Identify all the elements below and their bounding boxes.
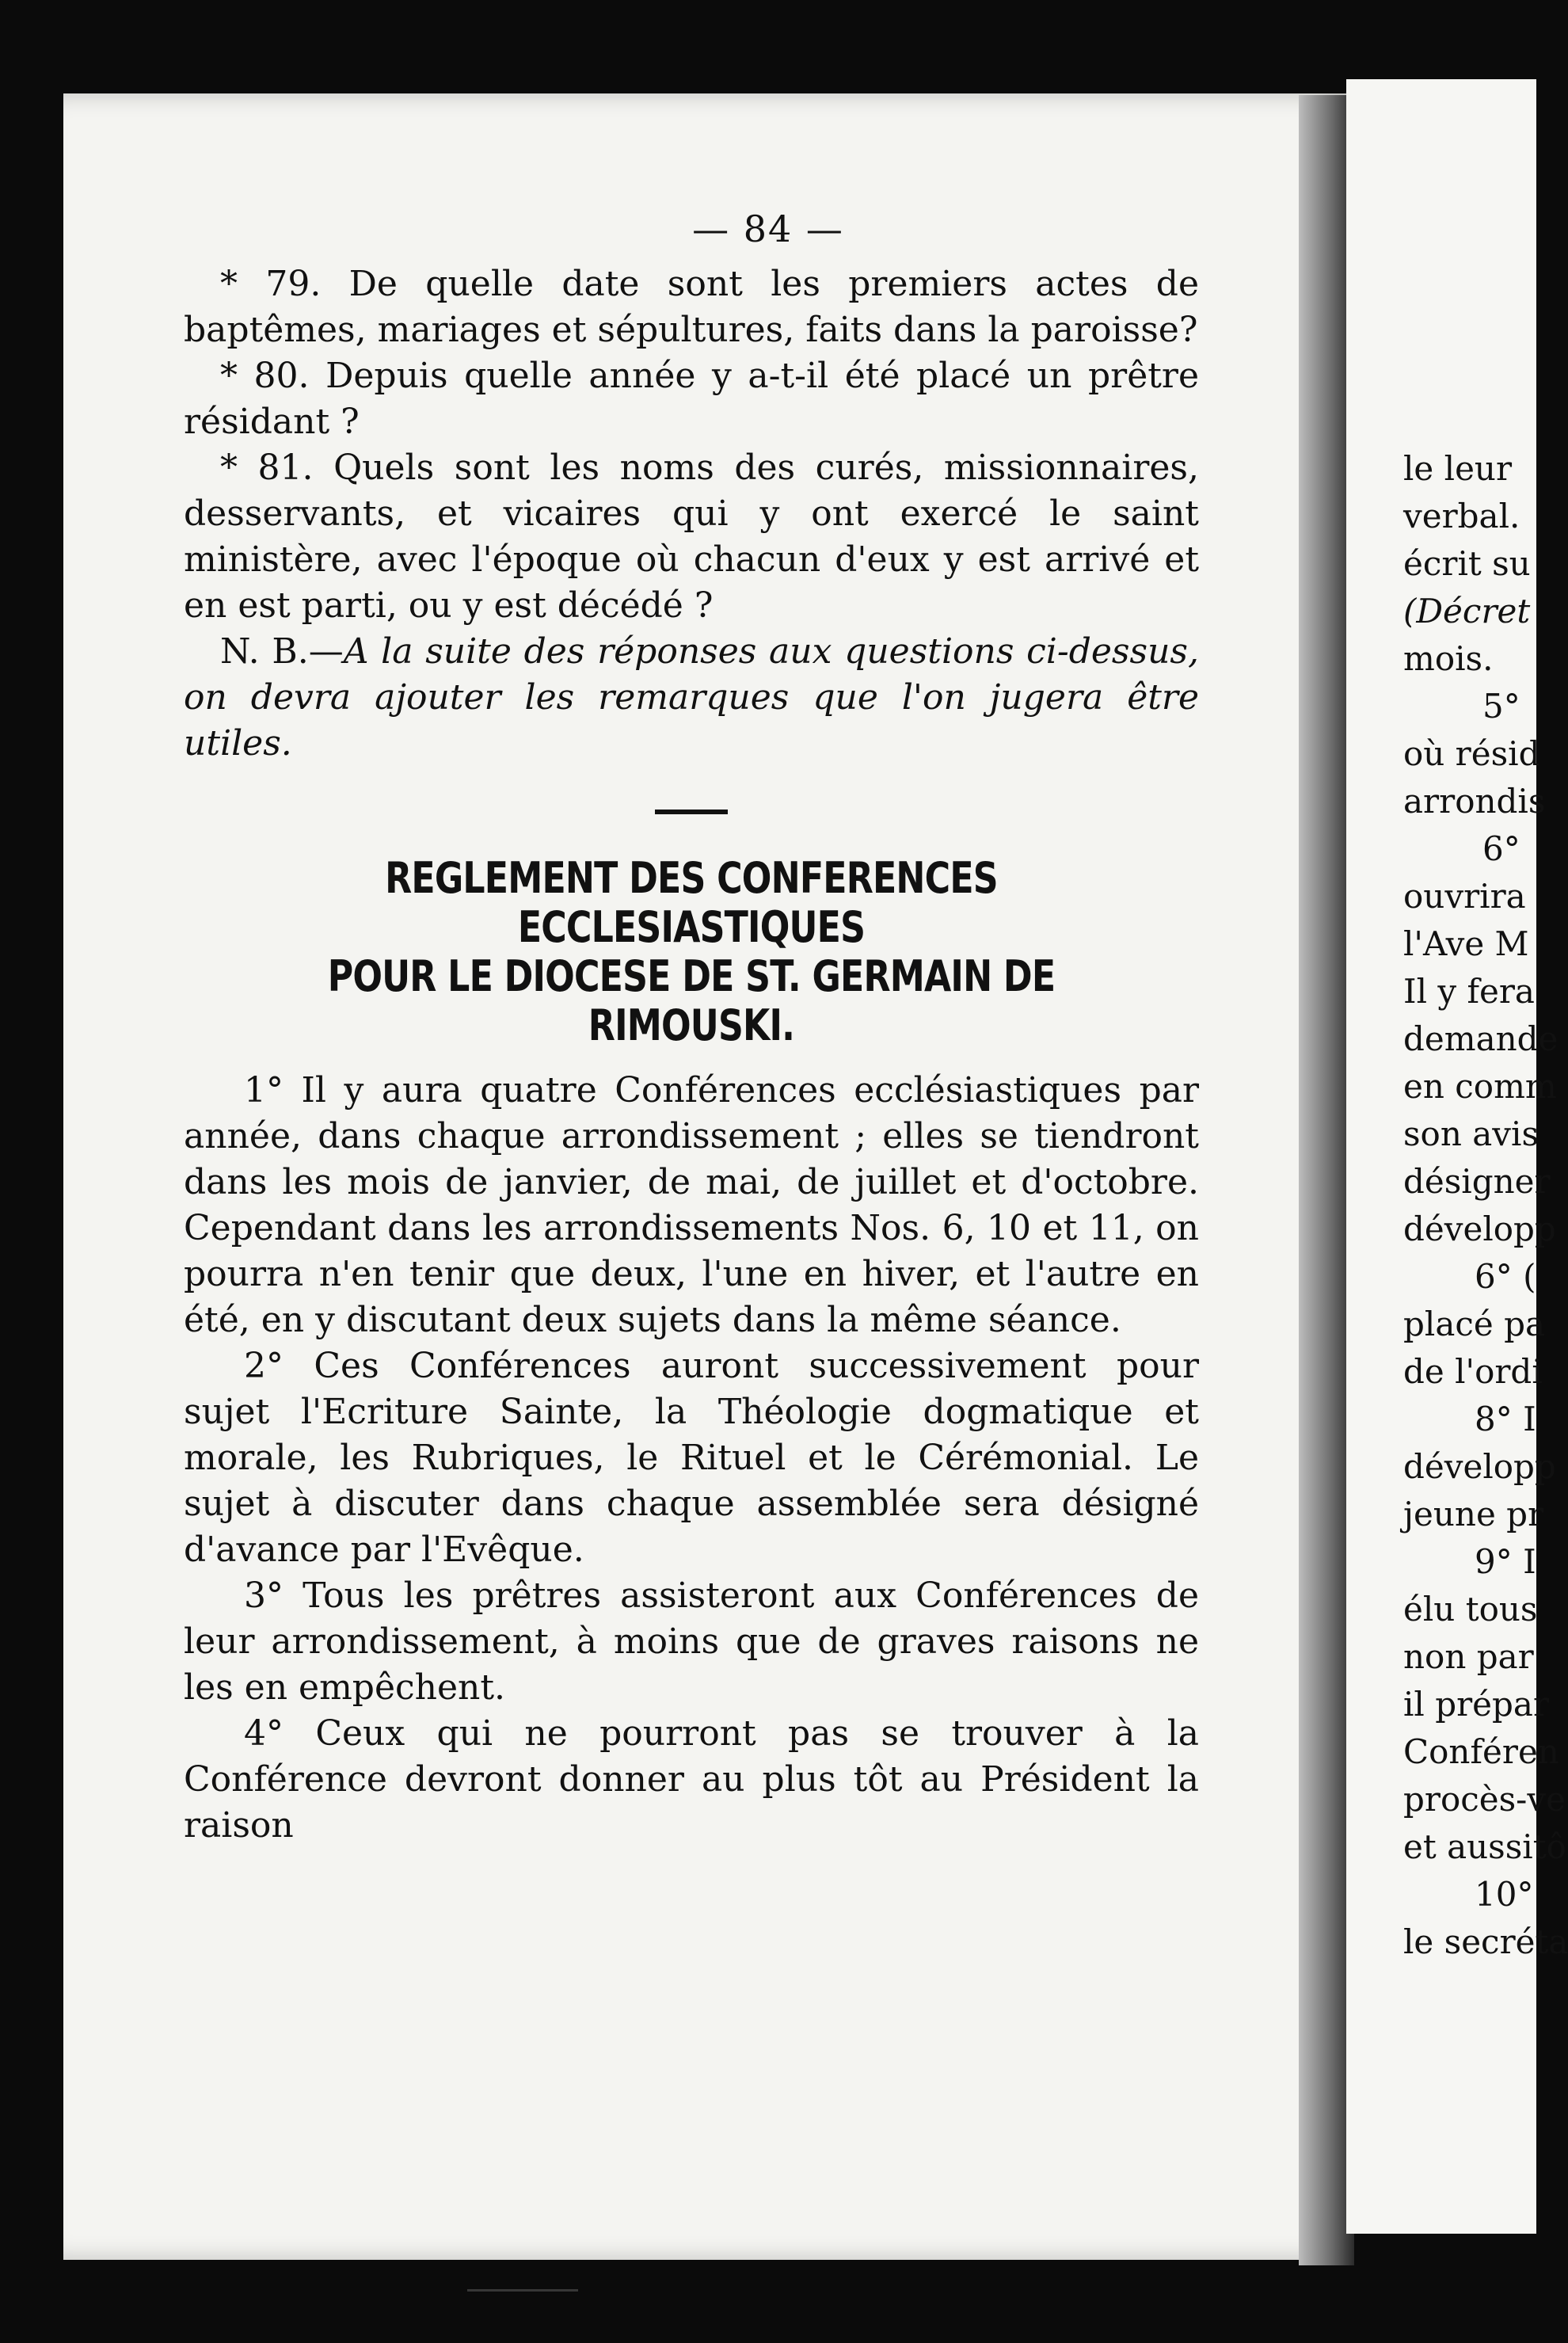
facing-line: le leur bbox=[1403, 449, 1513, 488]
section-heading bbox=[275, 854, 1107, 1050]
facing-line: où résid bbox=[1403, 734, 1540, 773]
article-3: 3° Tous les prêtres assisteront aux Conférences de leur arrondissement, à moins que de graves raisons ne les en empêchent. bbox=[184, 1575, 1199, 1708]
heading-line-3: RIMOUSKI. bbox=[588, 1000, 795, 1050]
facing-line: placé pa bbox=[1403, 1305, 1546, 1343]
facing-line: écrit su bbox=[1403, 544, 1531, 583]
facing-page bbox=[1346, 79, 1568, 2234]
facing-line: 5° bbox=[1482, 687, 1520, 726]
facing-line: le secréta bbox=[1403, 1922, 1568, 1961]
facing-line: mois. bbox=[1403, 639, 1494, 678]
facing-line: et aussitô bbox=[1403, 1827, 1566, 1866]
facing-line: en comm bbox=[1403, 1067, 1557, 1106]
facing-page-text bbox=[1403, 445, 1568, 1966]
article-1: 1° Il y aura quatre Conférences ecclésiastiques par année, dans chaque arrondissement ; elles se tiendront dans les mois de janvier, de mai, de juillet et d'octobre. Cependant dans les arrondissements Nos. 6, 10 et 11, on pourra n'en tenir que deux, l'une en hiver, et l'autre en été, en y discutant deux sujets dans la même séance. bbox=[184, 1070, 1199, 1340]
facing-line: il prépar bbox=[1403, 1685, 1550, 1724]
article-2: 2° Ces Conférences auront successivement pour sujet l'Ecriture Sainte, la Théologie dogmatique et morale, les Rubriques, le Rituel et le Cérémonial. Le sujet à discuter dans chaque assemblée sera désigné d'avance par l'Evêque. bbox=[184, 1346, 1199, 1570]
facing-line: élu tous bbox=[1403, 1590, 1538, 1629]
facing-line: demande bbox=[1403, 1019, 1558, 1058]
facing-line: ouvrira bbox=[1403, 877, 1526, 916]
question-79: * 79. De quelle date sont les premiers actes de baptêmes, mariages et sépultures, faits dans la paroisse? bbox=[184, 264, 1199, 350]
facing-line: son avis bbox=[1403, 1114, 1539, 1153]
heading-line-2: POUR LE DIOCESE DE ST. GERMAIN DE bbox=[327, 951, 1056, 1001]
facing-line: non par bbox=[1403, 1637, 1534, 1676]
facing-line: 8° I bbox=[1475, 1400, 1536, 1438]
facing-line: 6° ( bbox=[1475, 1257, 1536, 1296]
nota-bene-prefix: N. B.— bbox=[220, 631, 344, 672]
nota-bene bbox=[184, 629, 1199, 767]
section-rule bbox=[655, 810, 728, 814]
facing-line: Conféren bbox=[1403, 1732, 1559, 1771]
facing-line: Il y fera bbox=[1403, 972, 1535, 1011]
facing-line: de l'ordi bbox=[1403, 1352, 1543, 1391]
nota-bene-text: A la suite des réponses aux questions ci-dessus, on devra ajouter les remarques que l'on jugera être utiles. bbox=[184, 631, 1199, 764]
facing-line: 9° I bbox=[1475, 1542, 1536, 1581]
facing-line: verbal. bbox=[1403, 497, 1520, 535]
page-number: — 84 — bbox=[692, 208, 844, 250]
facing-line: développ bbox=[1403, 1210, 1556, 1248]
facing-line: l'Ave M bbox=[1403, 924, 1529, 963]
question-81: * 81. Quels sont les noms des curés, missionnaires, desservants, et vicaires qui y ont exercé le saint ministère, avec l'époque où chacun d'eux y est arrivé et en est parti, ou y est décédé ? bbox=[184, 448, 1199, 626]
question-80: * 80. Depuis quelle année y a-t-il été placé un prêtre résidant ? bbox=[184, 356, 1199, 442]
facing-line: développ bbox=[1403, 1447, 1556, 1486]
bottom-mark bbox=[467, 2289, 578, 2315]
facing-line: procès-ve bbox=[1403, 1780, 1566, 1819]
facing-line: (Décret bbox=[1403, 592, 1531, 631]
heading-line-1: REGLEMENT DES CONFERENCES ECCLESIASTIQUES bbox=[385, 853, 998, 952]
facing-line: 6° bbox=[1482, 829, 1520, 868]
article-4: 4° Ceux qui ne pourront pas se trouver à la Conférence devront donner au plus tôt au Président la raison bbox=[184, 1713, 1199, 1846]
page-body bbox=[184, 261, 1199, 1849]
facing-line: désigner bbox=[1403, 1162, 1551, 1201]
facing-line: jeune pr bbox=[1403, 1495, 1544, 1533]
facing-line: arrondis bbox=[1403, 782, 1546, 821]
facing-line: 10° bbox=[1475, 1875, 1534, 1914]
